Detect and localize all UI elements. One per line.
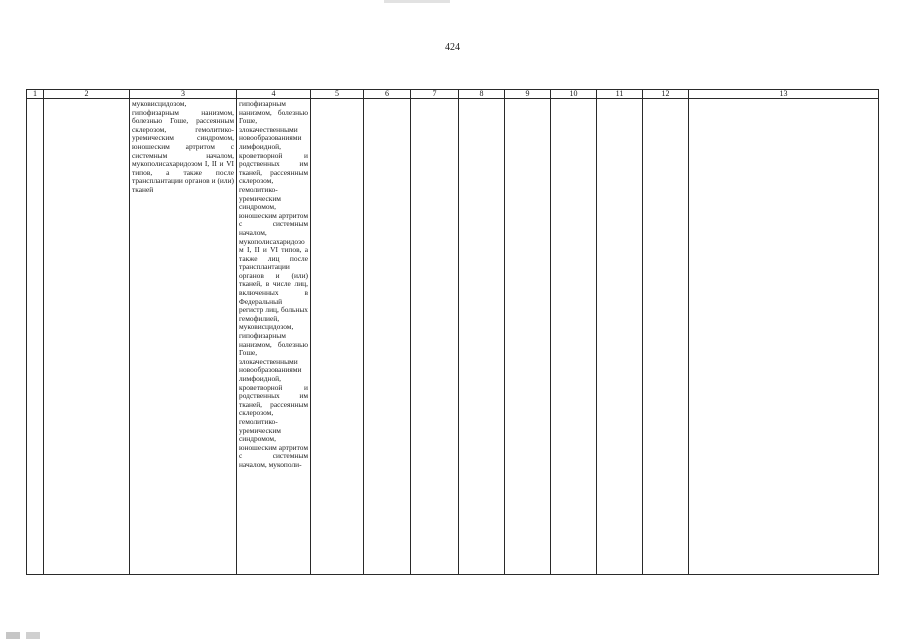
table-cell-col-7 [411, 99, 459, 575]
column-header-11: 11 [597, 90, 643, 99]
page-number: 424 [445, 42, 460, 53]
column-header-6: 6 [364, 90, 411, 99]
table-cell-col-2 [44, 99, 130, 575]
table-cell-col-12 [643, 99, 689, 575]
table-cell-col-11 [597, 99, 643, 575]
table-cell-col-5 [311, 99, 364, 575]
table-cell-col-6 [364, 99, 411, 575]
column-header-9: 9 [505, 90, 551, 99]
document-table [26, 89, 879, 575]
column-header-8: 8 [459, 90, 505, 99]
column-header-4: 4 [237, 90, 311, 99]
table-cell-col-8 [459, 99, 505, 575]
column-header-5: 5 [311, 90, 364, 99]
cell-text-col-4: гипофизарным нанизмом, болезнью Гоше, злокачественными новообразованиями лимфоидной, кроветворной и родственных им тканей, рассеянным склерозом, гемолитико-уремическим синдромом, юношеским артритом с системным началом, мукополисахаридозом I, II и VI типов, а также лиц после трансплантации органов и (или) тканей, в числе лиц, включенных в Федеральный регистр лиц, больных гемофилией, муковисцидозом, гипофизарным нанизмом, болезнью Гоше, злокачественными новообразованиями лимфоидной, кроветворной и родственных им тканей, рассеянным склерозом, гемолитико-уремическим синдромом, юношеским артритом с системным началом, мукополи- [239, 99, 308, 469]
cell-text-col-3: муковисцидозом, гипофизарным нанизмом, болезнью Гоше, рассеянным склерозом, гемолитико-уремическим синдромом, юношеским артритом с системным началом, мукополисахаридозом I, II и VI типов, а также после трансплантации органов и (или) тканей [132, 99, 234, 194]
column-header-12: 12 [643, 90, 689, 99]
scan-artifact-bottom [6, 632, 60, 639]
column-header-2: 2 [44, 90, 130, 99]
table-cell-col-1 [27, 99, 44, 575]
table-cell-col-3 [130, 99, 237, 575]
table-cell-col-13 [689, 99, 879, 575]
header-row [27, 90, 879, 99]
table-row [27, 99, 879, 575]
column-header-13: 13 [689, 90, 879, 99]
column-header-7: 7 [411, 90, 459, 99]
column-header-3: 3 [130, 90, 237, 99]
column-header-1: 1 [27, 90, 44, 99]
column-header-10: 10 [551, 90, 597, 99]
table-cell-col-10 [551, 99, 597, 575]
document-table-wrapper [26, 89, 879, 575]
table-cell-col-9 [505, 99, 551, 575]
table-cell-col-4 [237, 99, 311, 575]
scan-artifact-top [384, 0, 450, 3]
